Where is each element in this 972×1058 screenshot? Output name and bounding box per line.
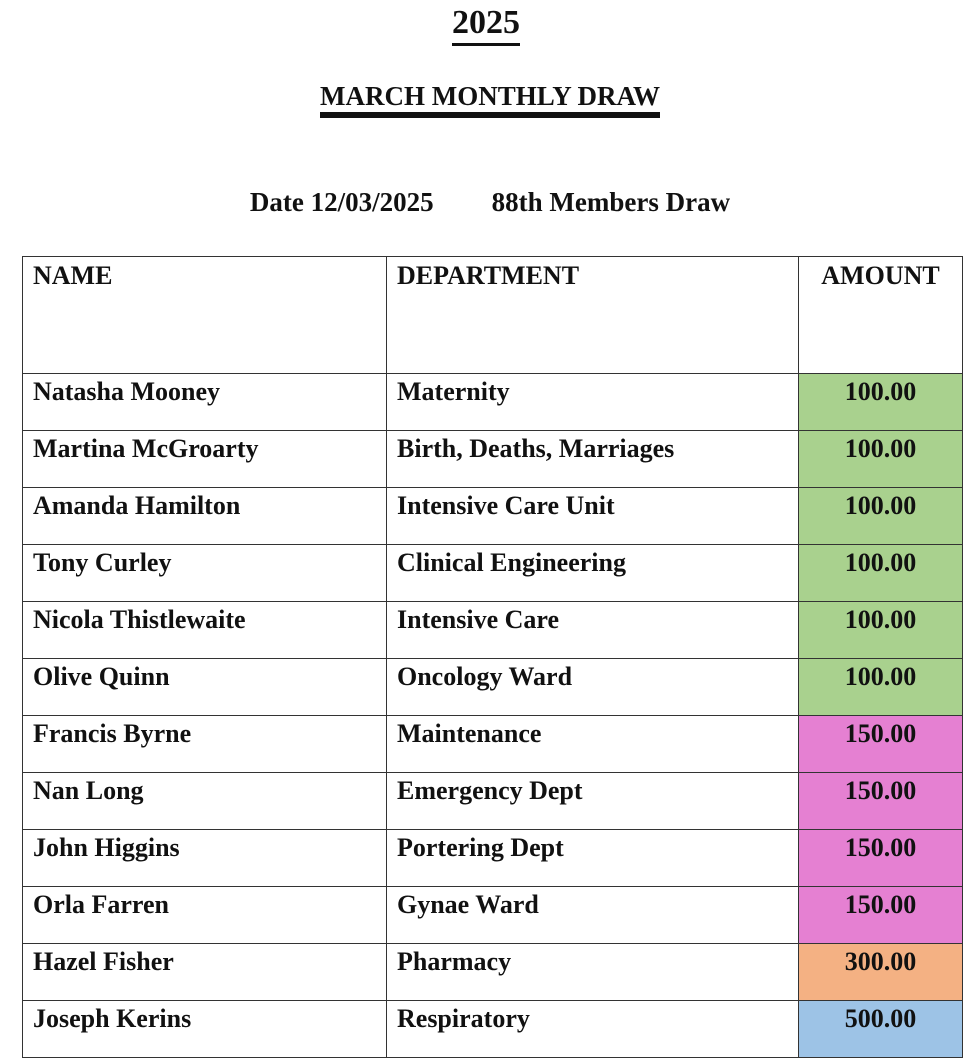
winner-name: Olive Quinn	[23, 659, 387, 716]
winner-name: Joseph Kerins	[23, 1001, 387, 1058]
table-row	[23, 659, 963, 716]
table-row	[23, 1001, 963, 1058]
winner-name: Tony Curley	[23, 545, 387, 602]
table-row	[23, 488, 963, 545]
prize-amount: 100.00	[799, 374, 963, 431]
prize-amount: 150.00	[799, 716, 963, 773]
table-row	[23, 773, 963, 830]
table-row	[23, 887, 963, 944]
prize-amount: 100.00	[799, 431, 963, 488]
year-text: 2025	[452, 3, 520, 46]
prize-amount: 150.00	[799, 887, 963, 944]
winner-name: Orla Farren	[23, 887, 387, 944]
prize-amount: 100.00	[799, 659, 963, 716]
table-row	[23, 830, 963, 887]
prize-amount: 150.00	[799, 830, 963, 887]
winner-name: Amanda Hamilton	[23, 488, 387, 545]
prize-amount: 100.00	[799, 602, 963, 659]
table-row	[23, 716, 963, 773]
winner-name: John Higgins	[23, 830, 387, 887]
prize-amount: 100.00	[799, 488, 963, 545]
year-heading	[0, 2, 972, 46]
winner-department: Intensive Care	[387, 602, 799, 659]
draw-date: Date 12/03/2025	[249, 187, 434, 217]
winner-department: Oncology Ward	[387, 659, 799, 716]
table-row	[23, 602, 963, 659]
winner-department: Portering Dept	[387, 830, 799, 887]
winner-department: Clinical Engineering	[387, 545, 799, 602]
column-header-amount: AMOUNT	[799, 257, 963, 374]
winner-department: Maternity	[387, 374, 799, 431]
table-header-row	[23, 257, 963, 374]
winner-name: Nicola Thistlewaite	[23, 602, 387, 659]
prize-amount: 300.00	[799, 944, 963, 1001]
winner-department: Gynae Ward	[387, 887, 799, 944]
column-header-department: DEPARTMENT	[387, 257, 799, 374]
page-title	[0, 80, 972, 118]
draw-number: 88th Members Draw	[491, 187, 731, 217]
table-row	[23, 374, 963, 431]
winners-table	[22, 256, 963, 1058]
table-row	[23, 545, 963, 602]
draw-info	[0, 184, 972, 220]
winner-name: Francis Byrne	[23, 716, 387, 773]
winner-name: Natasha Mooney	[23, 374, 387, 431]
column-header-name: NAME	[23, 257, 387, 374]
winner-department: Intensive Care Unit	[387, 488, 799, 545]
winner-name: Martina McGroarty	[23, 431, 387, 488]
winner-department: Emergency Dept	[387, 773, 799, 830]
prize-amount: 150.00	[799, 773, 963, 830]
winner-name: Nan Long	[23, 773, 387, 830]
prize-amount: 100.00	[799, 545, 963, 602]
table-row	[23, 944, 963, 1001]
winner-department: Birth, Deaths, Marriages	[387, 431, 799, 488]
prize-amount: 500.00	[799, 1001, 963, 1058]
table-row	[23, 431, 963, 488]
winner-department: Pharmacy	[387, 944, 799, 1001]
winner-department: Maintenance	[387, 716, 799, 773]
winner-department: Respiratory	[387, 1001, 799, 1058]
winner-name: Hazel Fisher	[23, 944, 387, 1001]
title-text: MARCH MONTHLY DRAW	[320, 80, 660, 118]
